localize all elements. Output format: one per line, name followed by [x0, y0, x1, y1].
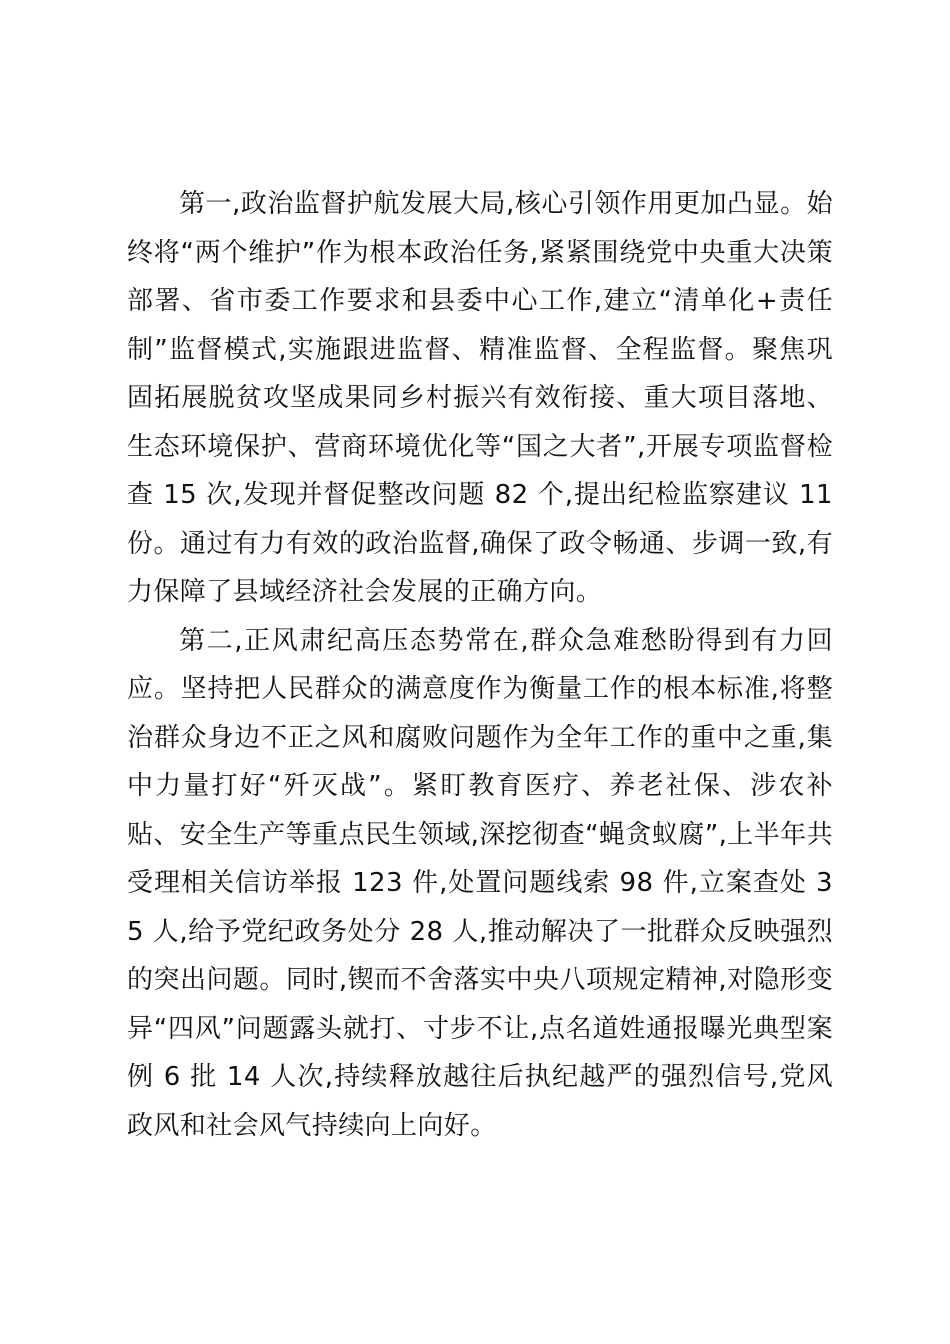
- document-body: [127, 180, 833, 1150]
- paragraph-political-supervision: 第一,政治监督护航发展大局,核心引领作用更加凸显。始终将“两个维护”作为根本政治任务,紧紧围绕党中央重大决策部署、省市委工作要求和县委中心工作,建立“清单化+责任制”监督模式,实施跟进监督、精准监督、全程监督。聚焦巩固拓展脱贫攻坚成果同乡村振兴有效衔接、重大项目落地、生态环境保护、营商环境优化等“国之大者”,开展专项监督检查 15 次,发现并督促整改问题 82 个,提出纪检监察建议 11 份。通过有力有效的政治监督,确保了政令畅通、步调一致,有力保障了县域经济社会发展的正确方向。: [127, 189, 833, 607]
- paragraph-discipline-rectification: 第二,正风肃纪高压态势常在,群众急难愁盼得到有力回应。坚持把人民群众的满意度作为衡量工作的根本标准,将整治群众身边不正之风和腐败问题作为全年工作的重中之重,集中力量打好“歼灭战”。紧盯教育医疗、养老社保、涉农补贴、安全生产等重点民生领域,深挖彻查“蝇贪蚁腐”,上半年共受理相关信访举报 123 件,处置问题线索 98 件,立案查处 35 人,给予党纪政务处分 28 人,推动解决了一批群众反映强烈的突出问题。同时,锲而不舍落实中央八项规定精神,对隐形变异“四风”问题露头就打、寸步不让,点名道姓通报曝光典型案例 6 批 14 人次,持续释放越往后执纪越严的强烈信号,党风政风和社会风气持续向上向好。: [127, 625, 833, 1141]
